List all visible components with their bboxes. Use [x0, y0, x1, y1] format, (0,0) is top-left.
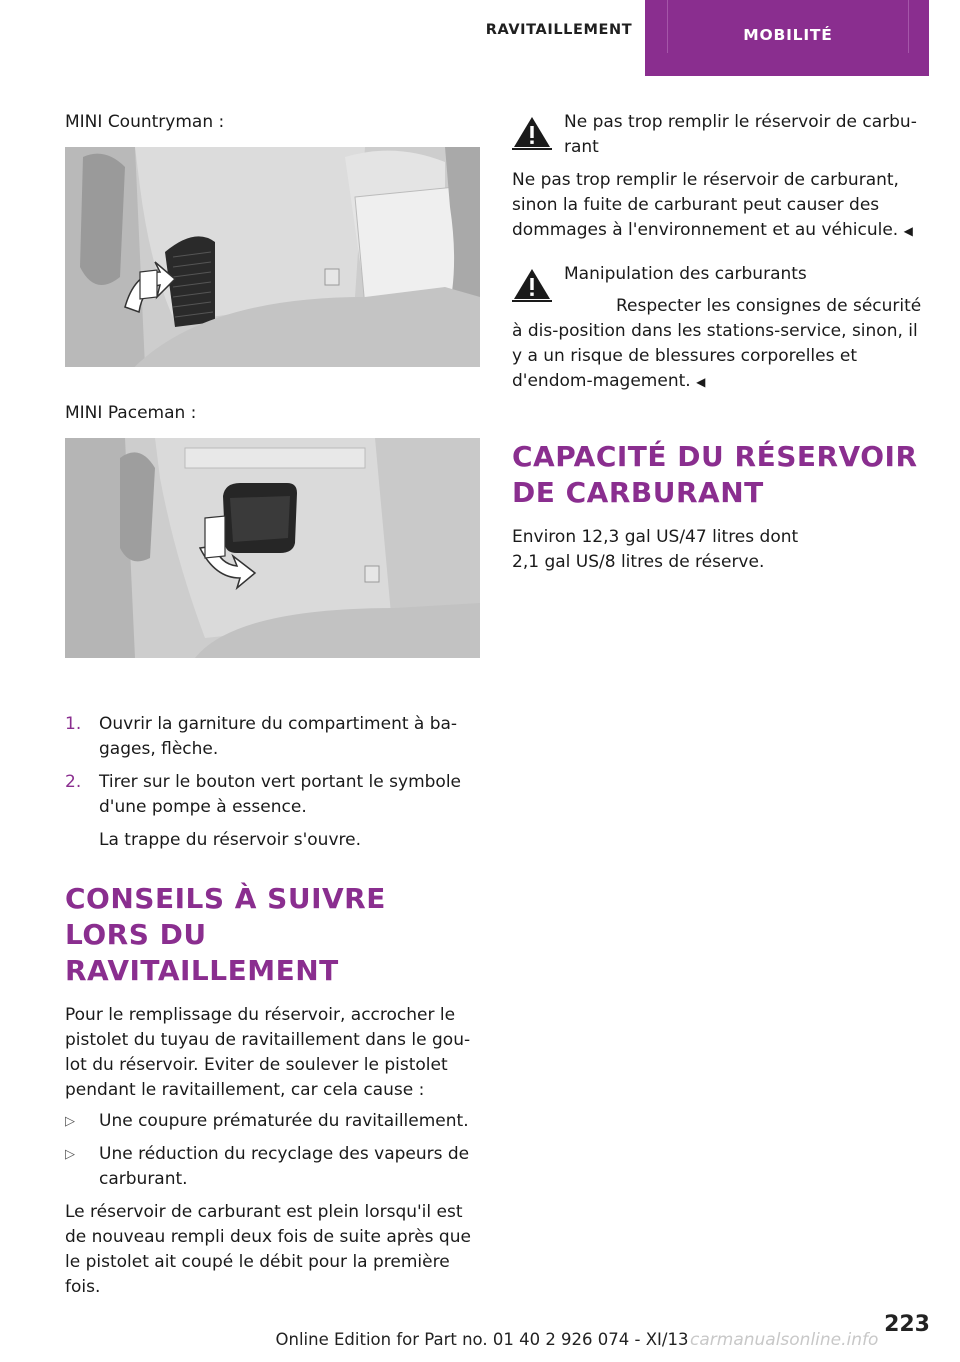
header-section-title: RAVITAILLEMENT: [485, 22, 633, 38]
steps-list: [65, 712, 480, 853]
figure-countryman: [65, 147, 480, 367]
bullet-item: [65, 1142, 480, 1192]
step-item: [65, 712, 480, 762]
refuel-bullets: [65, 1109, 480, 1192]
step-text: Ouvrir la garniture du compartiment à ba-gages, flèche.: [99, 714, 458, 759]
triangle-bullet-icon: ▷: [65, 1114, 75, 1129]
step-number: 1.: [65, 714, 82, 734]
refuel-intro: Pour le remplissage du réservoir, accrocher le pistolet du tuyau de ravitaillement dans le gou-lot du réservoir. Eviter de soulever le pistolet pendant le ravitaillement, car cela cause :: [65, 1005, 471, 1100]
watermark: carmanualsonline.info: [690, 1330, 879, 1350]
bullet-text: Une coupure prématurée du ravitaillement.: [99, 1111, 469, 1131]
caption-paceman: MINI Paceman :: [65, 403, 197, 423]
caption-countryman: MINI Countryman :: [65, 112, 225, 132]
figure-countryman-illustration: [65, 147, 480, 367]
step-item: [65, 770, 480, 853]
section-title-tank-capacity: CAPACITÉ DU RÉSERVOIR DE CARBURANT: [512, 440, 918, 509]
section-title-refuel-tips: CONSEILS À SUIVRE LORS DU RAVITAILLEMENT: [65, 882, 386, 987]
page-number: 223: [884, 1312, 930, 1337]
bullet-item: [65, 1109, 480, 1134]
step-number: 2.: [65, 772, 82, 792]
header-tab: [645, 0, 929, 76]
footer-edition: Online Edition for Part no. 01 40 2 926 074 - XI/13: [275, 1330, 689, 1349]
warning-overfill-title: Ne pas trop remplir le réservoir de carbu-rant: [564, 112, 917, 157]
warning-fuel-handling-text: Respecter les consignes de sécurité à dis-position dans les stations-service, sinon, il y a un risque de blessures corporelles et d'endom-magement. ◀: [512, 296, 922, 391]
warning-triangle-icon: [512, 114, 552, 150]
warning-overfill: [512, 110, 924, 244]
warning-fuel-handling-title: Manipulation des carburants: [564, 264, 807, 284]
step-result: La trappe du réservoir s'ouvre.: [99, 830, 361, 850]
refuel-closing: Le réservoir de carburant est plein lorsqu'il est de nouveau rempli deux fois de suite après que le pistolet ait coupé le débit pour la première fois.: [65, 1202, 471, 1297]
end-mark-icon: ◀: [903, 224, 913, 238]
capacity-line-1: Environ 12,3 gal US/47 litres dont: [512, 527, 799, 547]
right-column: [512, 110, 924, 575]
end-mark-icon: ◀: [696, 375, 706, 389]
warning-fuel-handling: [512, 262, 924, 395]
warning-overfill-text: Ne pas trop remplir le réservoir de carburant, sinon la fuite de carburant peut causer des dommages à l'environnement et au véhicule. ◀: [512, 170, 913, 240]
left-column: [65, 110, 480, 1300]
capacity-line-2: 2,1 gal US/8 litres de réserve.: [512, 552, 765, 572]
figure-paceman-illustration: [65, 438, 480, 658]
header-tab-label: MOBILITÉ: [667, 0, 909, 53]
triangle-bullet-icon: ▷: [65, 1147, 75, 1162]
step-text: Tirer sur le bouton vert portant le symbole d'une pompe à essence.: [99, 772, 461, 817]
figure-paceman: [65, 438, 480, 658]
bullet-text: Une réduction du recyclage des vapeurs de carburant.: [99, 1144, 470, 1189]
warning-triangle-icon: [512, 266, 552, 302]
